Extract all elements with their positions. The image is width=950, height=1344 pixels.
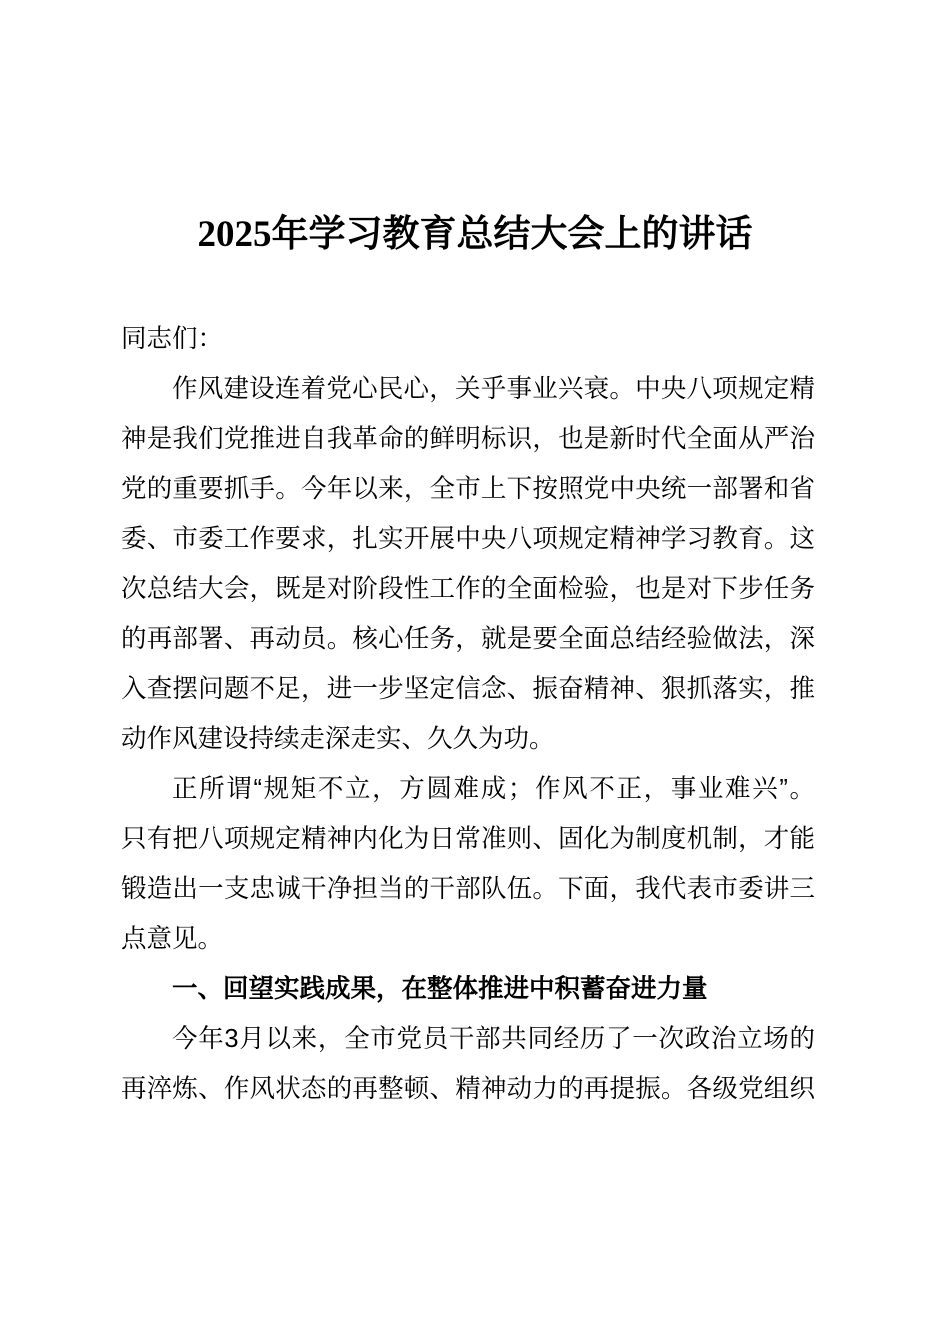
text-line: 神是我们党推进自我革命的鲜明标识，也是新时代全面从严治 <box>121 425 815 453</box>
text-line: 一、回望实践成果，在整体推进中积蓄奋进力量 <box>172 975 708 1003</box>
text-line: 次总结大会，既是对阶段性工作的全面检验，也是对下步任务 <box>121 575 815 603</box>
paragraph <box>121 1014 815 1114</box>
text-line: 入查摆问题不足，进一步坚定信念、振奋精神、狠抓落实，推 <box>121 675 815 703</box>
document-body <box>121 314 815 1114</box>
text-line: 再淬炼、作风状态的再整顿、精神动力的再提振。各级党组织 <box>121 1075 815 1103</box>
text-line: 动作风建设持续走深走实、久久为功。 <box>121 725 555 753</box>
document-title: 2025年学习教育总结大会上的讲话 <box>197 214 753 255</box>
text-line: 锻造出一支忠诚干净担当的干部队伍。下面，我代表市委讲三 <box>121 875 815 903</box>
text-line: 的再部署、再动员。核心任务，就是要全面总结经验做法，深 <box>121 625 815 653</box>
text-line: 委、市委工作要求，扎实开展中央八项规定精神学习教育。这 <box>121 525 815 553</box>
text-line: 点意见。 <box>121 925 224 953</box>
section-heading <box>121 964 815 1014</box>
text-line: 今年3月以来，全市党员干部共同经历了一次政治立场的 <box>172 1025 815 1053</box>
salutation-line: 同志们： <box>121 325 224 353</box>
text-line: 只有把八项规定精神内化为日常准则、固化为制度机制，才能 <box>121 825 815 853</box>
paragraph <box>121 364 815 764</box>
paragraphs-container <box>121 364 815 1114</box>
text-line: 正所谓“规矩不立，方圆难成；作风不正，事业难兴”。 <box>172 775 815 803</box>
text-line: 作风建设连着党心民心，关乎事业兴衰。中央八项规定精 <box>172 375 815 403</box>
paragraph <box>121 764 815 964</box>
text-line: 党的重要抓手。今年以来，全市上下按照党中央统一部署和省 <box>121 475 815 503</box>
